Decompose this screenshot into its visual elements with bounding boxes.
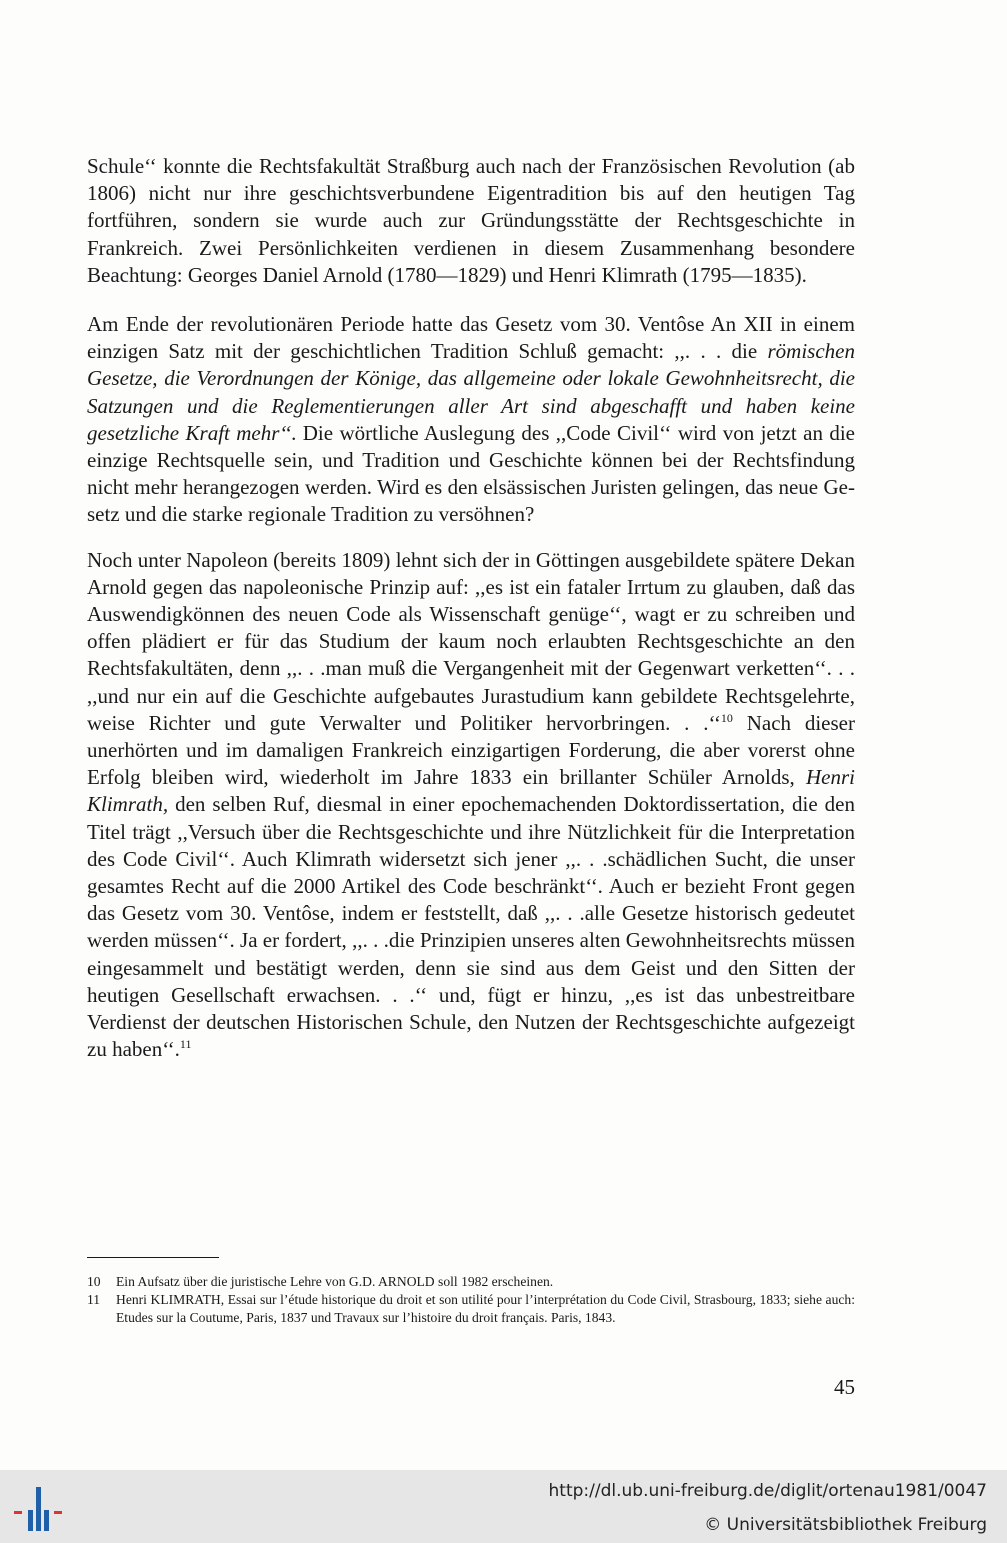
- ub-freiburg-logo-icon[interactable]: [13, 1483, 65, 1535]
- logo-dash: [14, 1511, 22, 1514]
- footnote-11: [87, 1291, 855, 1327]
- footnote-number: 10: [87, 1274, 101, 1289]
- footnote-text: Henri KLIMRATH, Essai sur l’étude historique du droit et son utilité pour l’interprétation du Code Civil, Strasbourg, 1833; siehe auch: Etudes sur la Coutume, Paris, 1837 und Travaux sur l’histoire du droit français. Paris, 1843.: [116, 1292, 855, 1326]
- page-number: 45: [834, 1375, 855, 1399]
- logo-bar: [36, 1487, 41, 1531]
- paragraph-3: [87, 547, 855, 1064]
- footnote-number: 11: [87, 1292, 101, 1308]
- footnotes: [87, 1273, 855, 1328]
- logo-dash: [54, 1511, 62, 1514]
- footer-url-link[interactable]: http://dl.ub.uni-freiburg.de/diglit/ortenau1981/0047: [548, 1481, 987, 1501]
- footer-copyright: © Universitätsbibliothek Freiburg: [704, 1515, 987, 1535]
- text-segment: Am Ende der revolutionären Periode hatte das Gesetz vom 30. Ventôse An XII in einem einzigen Satz mit der geschichtlichen Tradition Schluß gemacht: ,,. . . die: [87, 312, 855, 364]
- footnote-10: [87, 1273, 855, 1291]
- text-segment: Schule‘‘ konnte die Rechtsfakultät Straßburg auch nach der Französischen Revolution (ab 1806) nicht nur ihre geschichtsverbundene Eigentradition bis auf den heutigen Tag fortführen, sondern sie wurde auch zur Gründungsstätte der Rechtsgeschichte in Frankreich. Zwei Persönlichkeiten verdienen in diesem Zusammenhang besondere Beachtung: Georges Daniel Arnold (1780—1829) und Henri Klimrath (1795—1835).: [87, 154, 855, 287]
- footnote-ref: 10: [720, 710, 733, 725]
- paragraph-2: [87, 311, 855, 529]
- text-segment: Noch unter Napoleon (bereits 1809) lehnt sich der in Göttingen ausgebildete spätere Dekan Arnold gegen das napoleonische Prinzip auf: ,,es ist ein fataler Irrtum zu glauben, daß das Auswendigkönnen des neuen Code als Wissenschaft genüge‘‘, wagt er zu schreiben und offen plädiert er für das Studium der kaum noch erlaubten Rechtsgeschichte an den Rechtsfakultäten, denn ,,. . .man muß die Vergangenheit mit der Gegenwart verketten‘‘. . . ,,und nur ein auf die Geschichte aufgebautes Jurastudium kann gebildete Rechtsgelehrte, weise Richter und gute Verwalter und Politiker hervorbringen. . .‘‘: [87, 547, 855, 735]
- paragraph-1: [87, 153, 855, 289]
- page-body: [87, 153, 855, 1064]
- italic-text: römischen Gesetze, die Verordnungen der Könige, das allgemeine oder lokale Gewohnheitsrecht, die Satzungen und die Reglementierungen aller Art sind abgeschafft und haben keine gesetzliche Kraft mehr‘‘: [87, 339, 855, 445]
- footnote-text: Ein Aufsatz über die juristische Lehre von G.D. ARNOLD soll 1982 erscheinen.: [116, 1274, 554, 1289]
- footer-bar: [0, 1470, 1007, 1543]
- footnote-rule: [87, 1257, 219, 1258]
- logo-bar: [44, 1510, 49, 1531]
- italic-text: Henri Klimrath,: [87, 765, 855, 817]
- text-segment: Nach dieser unerhörten und im damaligen Frankreich einzigartigen Forderung, die aber vorerst ohne Erfolg bleiben wird, wiederholt im Jahre 1833 ein brillanter Schüler Arnolds,: [87, 710, 855, 790]
- logo-bar: [28, 1510, 33, 1531]
- footnote-ref: 11: [179, 1037, 192, 1052]
- text-segment: . Die wörtliche Auslegung des ,,Code Civil‘‘ wird von jetzt an die einzige Rechtsquelle sein, und Tradition und Geschichte können bei der Rechtsfindung nicht mehr herangezogen werden. Wird es den elsässischen Juristen gelingen, das neue Gesetz und die starke regionale Tradition zu versöhnen?: [87, 420, 855, 527]
- text-segment: den selben Ruf, diesmal in einer epochemachenden Doktordissertation, die den Titel trägt ,,Versuch über die Rechtsgeschichte und ihre Nützlichkeit für die Interpretation des Code Civil‘‘. Auch Klimrath widersetzt sich jener ,,. . .schädlichen Sucht, die unser gesamtes Recht auf die 2000 Artikel des Code beschränkt‘‘. Auch er bezieht Front gegen das Gesetz vom 30. Ventôse, indem er feststellt, daß ,,. . .alle Gesetze historisch gedeutet werden müssen‘‘. Ja er fordert, ,,. . .die Prinzipien unseres alten Gewohnheitsrechts müssen eingesammelt und bestätigt werden, denn sie sind aus dem Geist und den Sitten der heutigen Gesellschaft erwachsen. . .‘‘ und, fügt er hinzu, ,,es ist das unbestreitbare Verdienst der deutschen Historischen Schule, den Nutzen der Rechtsgeschichte aufgezeigt zu haben‘‘.: [87, 792, 855, 1062]
